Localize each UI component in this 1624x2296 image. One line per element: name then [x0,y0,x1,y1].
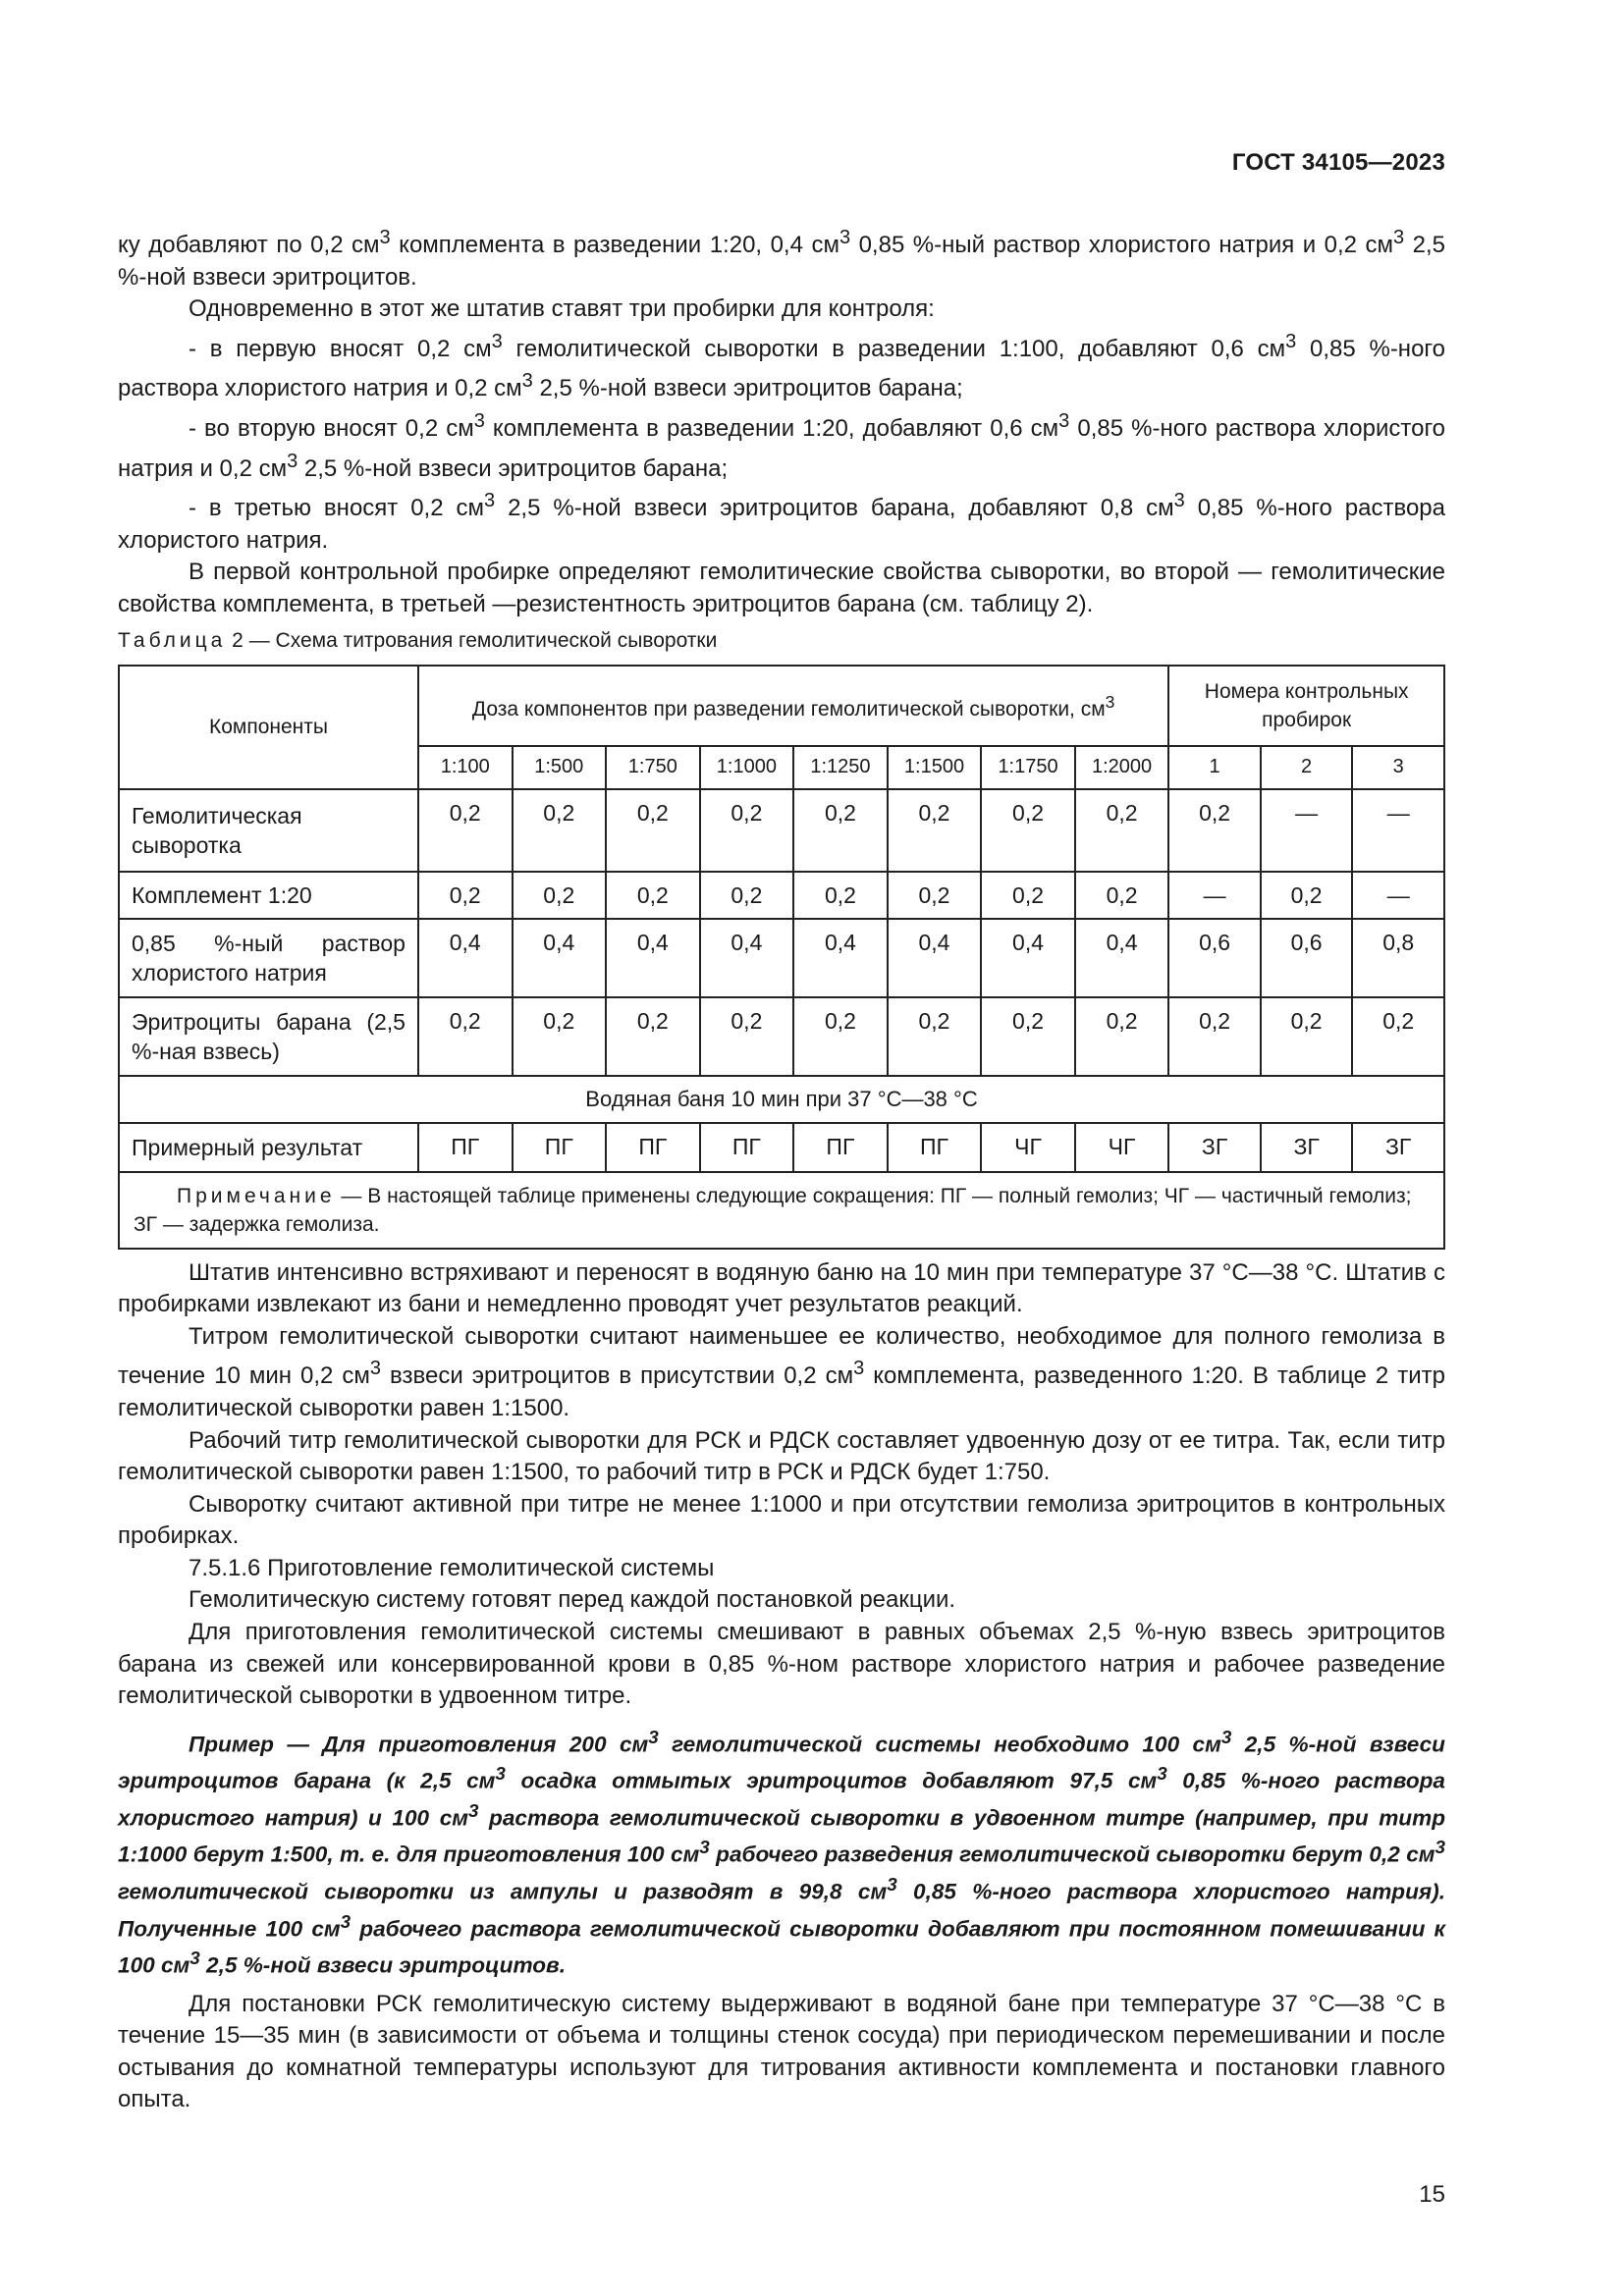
table-cell: 0,4 [793,919,888,997]
paragraph: Одновременно в этот же штатив ставят три пробирки для контроля: [189,295,935,323]
table-cell: 0,2 [1352,997,1444,1076]
row-label: Эритроциты барана (2,5 %-ная взвесь) [119,997,418,1076]
column-header: Компоненты [119,666,418,789]
table-caption: Таблица 2 — Схема титрования гемолитической сыворотки [118,628,718,652]
paragraph: В первой контрольной пробирке определяют гемолитические свойства сыворотки, во второй — гемолитические свойства комплемента, в третьей —резистентность эритроцитов барана (см. таблицу 2). [118,559,1445,617]
table-cell: 0,2 [700,872,794,919]
paragraph: Сыворотку считают активной при титре не менее 1:1000 и при отсутствии гемолиза эритроцитов в контрольных пробирках. [118,1490,1445,1550]
table-cell: 0,4 [700,919,794,997]
table-cell: 0,2 [981,789,1075,872]
table-cell: 0,2 [1075,997,1169,1076]
document-header: ГОСТ 34105—2023 [1231,149,1445,176]
table-cell: 0,2 [1168,997,1261,1076]
table-cell: 0,2 [1261,997,1353,1076]
paragraph: Для приготовления гемолитической системы смешивают в равных объемах 2,5 %-ную взвесь эритроцитов барана из свежей или консервированной крови в 0,85 %-ном растворе хлористого натрия и рабочее разведение гемолитической сыворотки в удвоенном титре. [118,1619,1445,1710]
result-cell: ПГ [793,1123,888,1172]
table-cell: — [1168,872,1261,919]
table-cell: 0,4 [1075,919,1169,997]
dilution-header: 1:1500 [888,746,982,789]
page-number: 15 [1419,2181,1445,2208]
table-cell: 0,2 [513,789,607,872]
table-cell: 0,6 [1261,919,1353,997]
paragraph: Титром гемолитической сыворотки считают наименьшее ее количество, необходимое для полного гемолиза в течение 10 мин 0,2 $см^3$ взвеси эритроцитов в присутствии 0,2 $см^3$ комплемента, разведенного 1:20. В таблице 2 титр гемолитической сыворотки равен 1:1500. [118,1322,1446,1421]
result-cell: ЗГ [1168,1123,1261,1172]
table-cell: 0,2 [888,872,982,919]
table-cell: 0,2 [793,789,888,872]
table-row [119,789,1444,872]
row-label: 0,85 %-ный раствор хлористого натрия [119,919,418,997]
control-header: 1 [1168,746,1261,789]
water-bath-row: Водяная баня 10 мин при 37 °С—38 °С [119,1076,1444,1123]
table-cell: 0,6 [1168,919,1261,997]
result-cell: ЧГ [981,1123,1075,1172]
row-label: Примерный результат [119,1123,418,1172]
paragraph: Для постановки РСК гемолитическую систему выдерживают в водяной бане при температуре 37 °С—38 °С в течение 15—35 мин (в зависимости от объема и толщины стенок сосуда) при периодическом перемешивании и после остывания до комнатной температуры используют для титрования активности комплемента и постановки главного опыта. [118,1990,1445,2113]
control-header: 3 [1352,746,1444,789]
dilution-header: 1:1750 [981,746,1075,789]
table-cell: 0,4 [606,919,700,997]
table-cell: 0,2 [606,789,700,872]
result-cell: ПГ [418,1123,513,1172]
paragraph: Гемолитическую систему готовят перед каждой постановкой реакции. [189,1586,956,1614]
table-cell: 0,2 [513,872,607,919]
dilution-header: 1:1000 [700,746,794,789]
table-note-row [119,1172,1444,1249]
column-header: Доза компонентов при разведении гемолитической сыворотки, $см^3$ [418,666,1168,746]
dilution-header: 1:750 [606,746,700,789]
result-cell: ЗГ [1261,1123,1353,1172]
table-cell: 0,4 [513,919,607,997]
table-cell: 0,2 [981,997,1075,1076]
titration-table [118,665,1445,1250]
table-cell: 0,2 [1075,872,1169,919]
table-cell: 0,2 [793,997,888,1076]
table-cell: 0,2 [418,872,513,919]
table-cell: 0,2 [1168,789,1261,872]
table-cell: 0,2 [606,872,700,919]
table-cell: 0,2 [418,997,513,1076]
paragraph: Рабочий титр гемолитической сыворотки для РСК и РДСК составляет удвоенную дозу от ее титра. Так, если титр гемолитической сыворотки равен 1:1500, то рабочий титр в РСК и РДСК будет 1:750. [118,1426,1445,1486]
dilution-header: 1:2000 [1075,746,1169,789]
result-cell: ПГ [700,1123,794,1172]
table-cell: 0,4 [888,919,982,997]
paragraph: Штатив интенсивно встряхивают и переносят в водяную баню на 10 мин при температуре 37 °С—38 °С. Штатив с пробирками извлекают из бани и немедленно проводят учет результатов реакций. [118,1258,1445,1318]
result-cell: ПГ [513,1123,607,1172]
list-item: - во вторую вносят 0,2 $см^3$ комплемента в разведении 1:20, добавляют 0,6 $см^3$ 0,85 %-ного раствора хлористого натрия и 0,2 $см^3$ 2,5 %-ной взвеси эритроцитов барана; [118,409,1446,482]
table-cell: 0,2 [1075,789,1169,872]
example-block: Пример — Для приготовления 200 $см^3$ гемолитической системы необходимо 100 $см^3$ 2,5 %-ной взвеси эритроцитов барана (к 2,5 $см^3$ осадка отмытых эритроцитов добавляют 97,5 $см^3$ 0,85 %-ного раствора хлористого натрия) и 100 $см^3$ раствора гемолитической сыворотки в удвоенном титре (например, при титр 1:1000 берут 1:500, т. е. для приготовления 100 $см^3$ рабочего разведения гемолитической сыворотки берут 0,2 $см^3$ гемолитической сыворотки из ампулы и разводят в 99,8 $см^3$ 0,85 %-ного раствора хлористого натрия). Полученные 100 $см^3$ рабочего раствора гемолитической сыворотки добавляют при постоянном помешивании к 100 $см^3$ 2,5 %-ной взвеси эритроцитов. [118,1726,1446,1978]
table-cell: 0,2 [418,789,513,872]
table-note: Примечание — В настоящей таблице применены следующие сокращения: ПГ — полный гемолиз; ЧГ — частичный гемолиз; ЗГ — задержка гемолиза. [119,1172,1444,1249]
table-cell: 0,2 [888,997,982,1076]
table-cell: 0,2 [700,997,794,1076]
table-row [119,997,1444,1076]
dilution-header: 1:1250 [793,746,888,789]
table-cell: — [1261,789,1353,872]
table-row [119,919,1444,997]
list-item: - в первую вносят 0,2 $см^3$ гемолитической сыворотки в разведении 1:100, добавляют 0,6 $см^3$ 0,85 %-ного раствора хлористого натрия и 0,2 $см^3$ 2,5 %-ной взвеси эритроцитов барана; [118,330,1445,402]
result-cell: ЧГ [1075,1123,1169,1172]
table-row [119,1123,1444,1172]
result-cell: ЗГ [1352,1123,1444,1172]
control-header: 2 [1261,746,1353,789]
section-heading: 7.5.1.6 Приготовление гемолитической системы [189,1554,715,1581]
document-body [118,222,1445,2116]
table-cell: 0,2 [700,789,794,872]
table-row [119,872,1444,919]
table-cell: 0,2 [793,872,888,919]
table-cell: 0,2 [606,997,700,1076]
table-header-row [119,666,1444,746]
result-cell: ПГ [888,1123,982,1172]
table-cell: 0,4 [981,919,1075,997]
table-cell: 0,2 [513,997,607,1076]
table-cell: 0,2 [1261,872,1353,919]
table-cell: 0,2 [981,872,1075,919]
dilution-header: 1:100 [418,746,513,789]
table-cell: 0,8 [1352,919,1444,997]
table-cell: 0,4 [418,919,513,997]
row-label: Гемолитическая сыворотка [119,789,418,872]
list-item: - в третью вносят 0,2 $см^3$ 2,5 %-ной взвеси эритроцитов барана, добавляют 0,8 $см^3$ 0,85 %-ного раствора хлористого натрия. [118,490,1446,554]
paragraph: ку добавляют по 0,2 $см^3$ комплемента в разведении 1:20, 0,4 $см^3$ 0,85 %-ный раствор хлористого натрия и 0,2 $см^3$ 2,5 %-ной взвеси эритроцитов. [118,227,1446,291]
dilution-header: 1:500 [513,746,607,789]
column-header: Номера контрольных пробирок [1168,666,1444,746]
row-label: Комплемент 1:20 [119,872,418,919]
table-cell: — [1352,872,1444,919]
result-cell: ПГ [606,1123,700,1172]
table-cell: — [1352,789,1444,872]
table-cell: 0,2 [888,789,982,872]
table-row [119,1076,1444,1123]
